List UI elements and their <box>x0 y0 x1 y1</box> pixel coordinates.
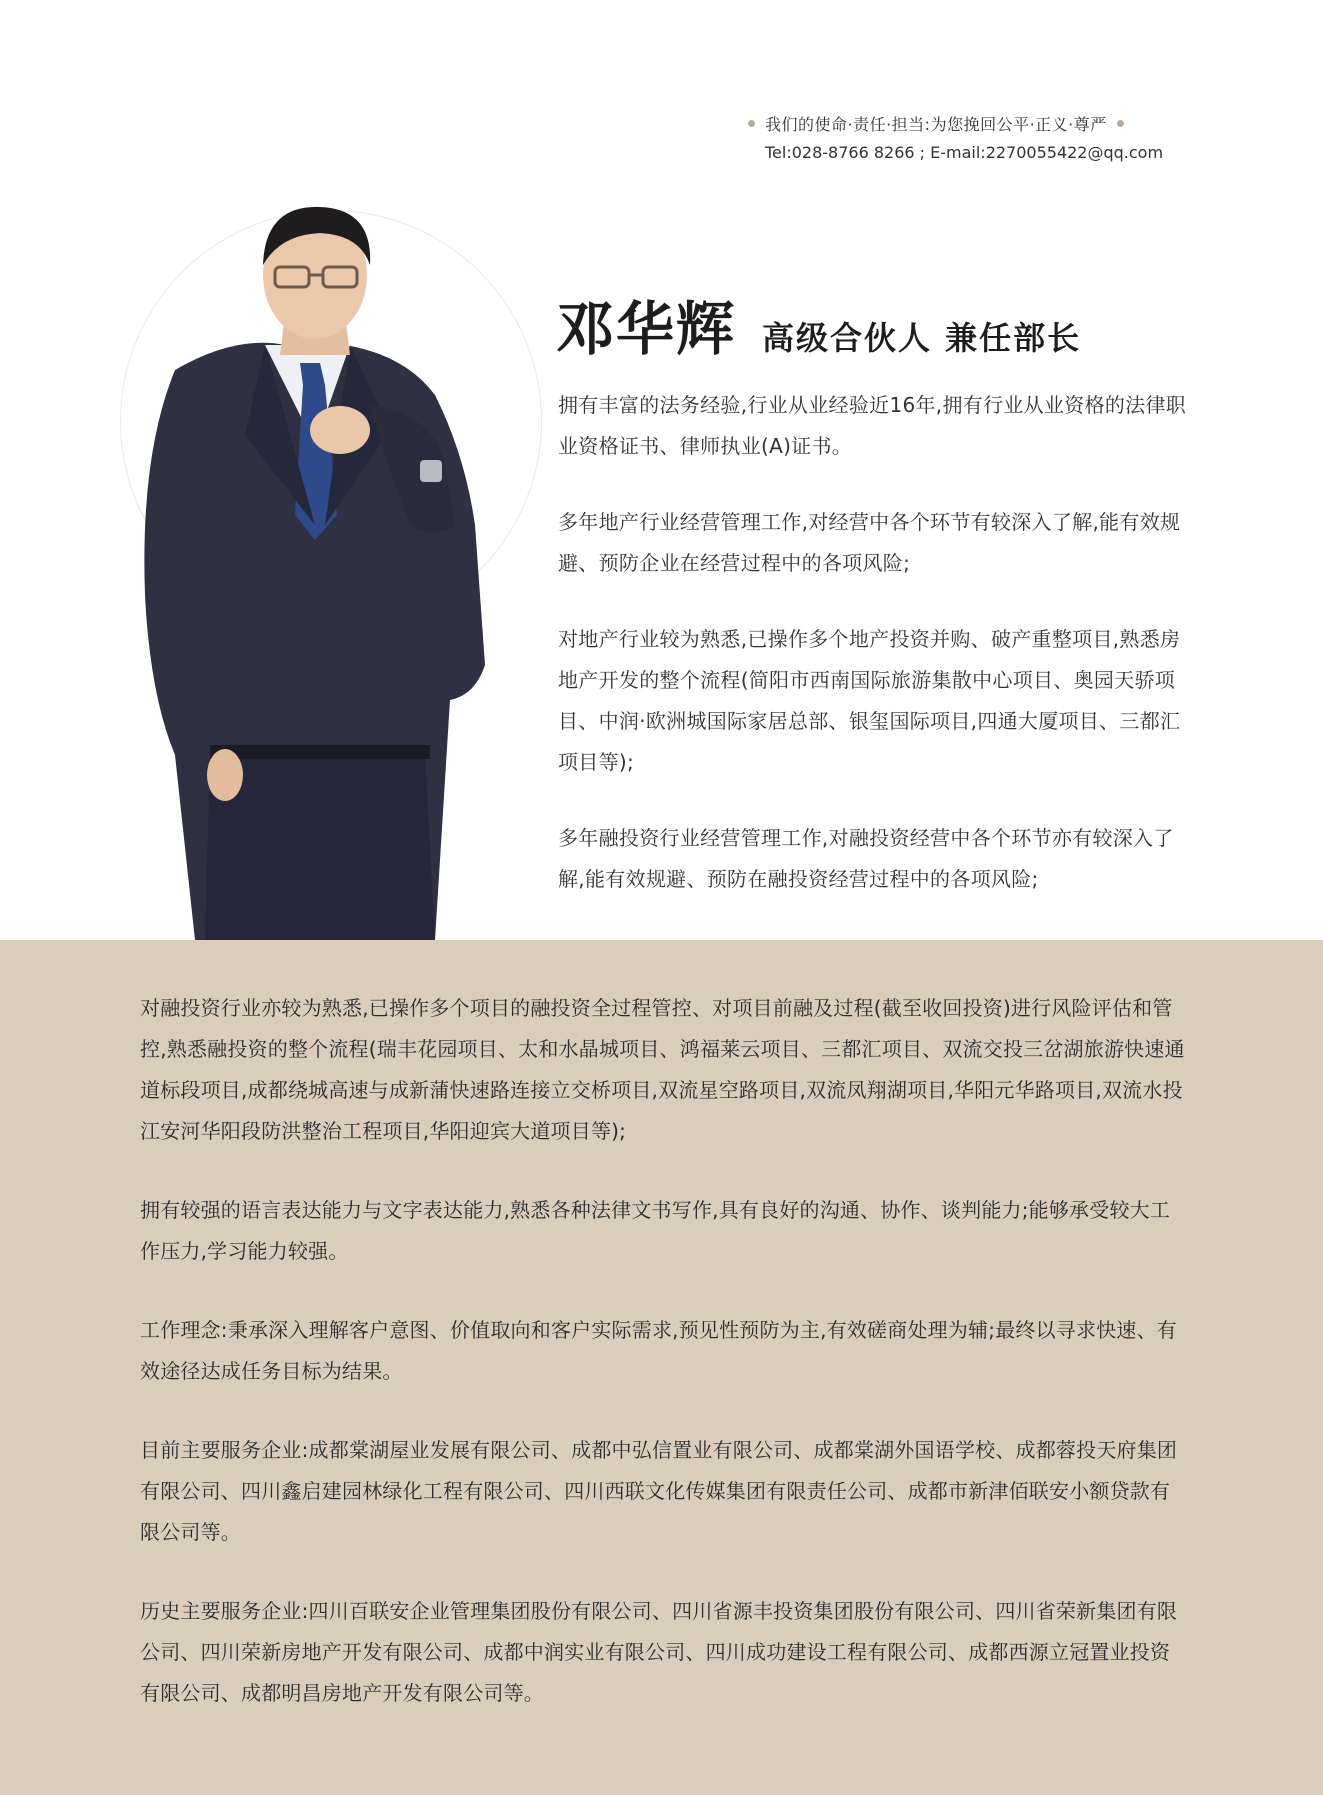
mission-text: 我们的使命·责任·担当:为您挽回公平·正义·尊严 <box>765 115 1107 134</box>
profile-summary <box>558 385 1188 935</box>
portrait-photo <box>115 195 515 940</box>
contact-line: Tel:028-8766 8266 ; E-mail:2270055422@qq.com <box>765 143 1164 162</box>
detail-paragraph: 目前主要服务企业:成都棠湖屋业发展有限公司、成都中弘信置业有限公司、成都棠湖外国语学校、成都蓉投天府集团有限公司、四川鑫启建园林绿化工程有限公司、四川西联文化传媒集团有限责任公司、成都市新津佰联安小额贷款有限公司等。 <box>140 1438 1178 1544</box>
profile-paragraph: 多年融投资行业经营管理工作,对融投资经营中各个环节亦有较深入了解,能有效规避、预防在融投资经营过程中的各项风险; <box>558 826 1174 891</box>
profile-paragraph: 多年地产行业经营管理工作,对经营中各个环节有较深入了解,能有效规避、预防企业在经营过程中的各项风险; <box>558 510 1181 575</box>
profile-paragraph: 对地产行业较为熟悉,已操作多个地产投资并购、破产重整项目,熟悉房地产开发的整个流程(简阳市西南国际旅游集散中心项目、奥园天骄项目、中润·欧洲城国际家居总部、银玺国际项目,四通大厦项目、三都汇项目等); <box>558 627 1181 774</box>
profile-paragraph: 拥有丰富的法务经验,行业从业经验近16年,拥有行业从业资格的法律职业资格证书、律师执业(A)证书。 <box>558 393 1187 458</box>
detail-paragraph: 拥有较强的语言表达能力与文字表达能力,熟悉各种法律文书写作,具有良好的沟通、协作、谈判能力;能够承受较大工作压力,学习能力较强。 <box>140 1198 1171 1263</box>
mission-line <box>748 112 1228 135</box>
detail-paragraph: 对融投资行业亦较为熟悉,已操作多个项目的融投资全过程管控、对项目前融及过程(截至收回投资)进行风险评估和管控,熟悉融投资的整个流程(瑞丰花园项目、太和水晶城项目、鸿福莱云项目、三都汇项目、双流交投三岔湖旅游快速通道标段项目,成都绕城高速与成新蒲快速路连接立交桥项目,双流星空路项目,双流凤翔湖项目,华阳元华路项目,双流水投江安河华阳段防洪整治工程项目,华阳迎宾大道项目等); <box>140 996 1185 1143</box>
profile-details <box>140 988 1185 1752</box>
name-row <box>556 282 1081 366</box>
person-title: 高级合伙人 兼任部长 <box>762 319 1082 357</box>
header-info <box>748 112 1228 162</box>
bullet-dot-icon <box>748 120 755 127</box>
detail-paragraph: 工作理念:秉承深入理解客户意图、价值取向和客户实际需求,预见性预防为主,有效磋商处理为辅;最终以寻求快速、有效途径达成任务目标为结果。 <box>140 1318 1177 1383</box>
person-name: 邓华辉 <box>556 295 737 363</box>
bullet-dot-icon <box>1117 120 1124 127</box>
detail-paragraph: 历史主要服务企业:四川百联安企业管理集团股份有限公司、四川省源丰投资集团股份有限公司、四川省荣新集团有限公司、四川荣新房地产开发有限公司、成都中润实业有限公司、四川成功建设工程有限公司、成都西源立冠置业投资有限公司、成都明昌房地产开发有限公司等。 <box>140 1599 1178 1705</box>
